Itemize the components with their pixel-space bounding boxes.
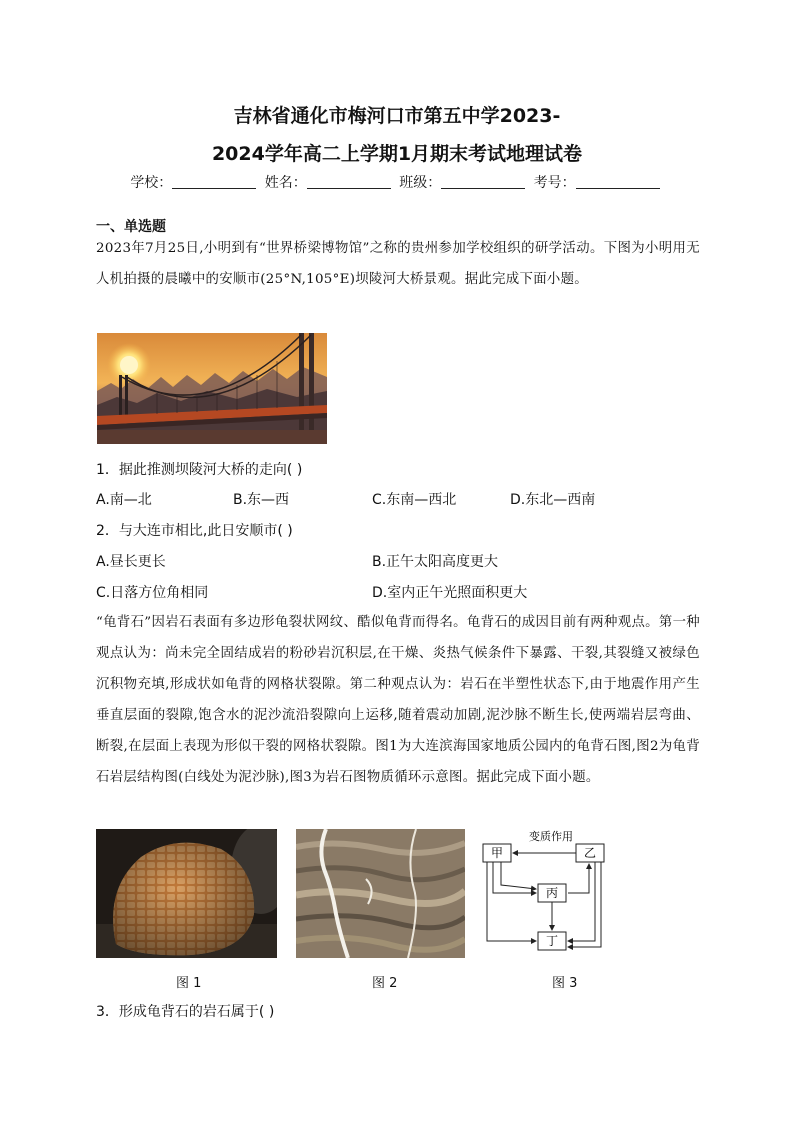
figure-3-caption: 图 3 [552,976,578,991]
q2-option-d[interactable]: D.室内正午光照面积更大 [372,585,528,601]
arrow-label-metamorphism: 变质作用 [529,830,573,843]
node-jia: 甲 [490,846,504,860]
q2-option-c[interactable]: C.日落方位角相同 [96,585,209,601]
q1-option-b[interactable]: B.东—西 [233,492,290,508]
figure-2-rock-layer-photo [296,829,465,958]
figure-1-turtle-stone-photo [96,829,277,958]
school-label: 学校： [130,175,173,191]
class-label: 班级： [399,175,442,191]
node-ding: 丁 [545,934,559,948]
figure-2-caption: 图 2 [372,976,398,991]
exam-number-label: 考号： [533,175,576,191]
class-blank[interactable] [441,174,525,189]
bridge-photo [97,333,327,444]
figure-1-caption: 图 1 [176,976,202,991]
q1-option-c[interactable]: C.东南—西北 [372,492,457,508]
node-bing: 丙 [545,886,559,900]
q1-option-a[interactable]: A.南—北 [96,492,152,508]
q2-option-b[interactable]: B.正午太阳高度更大 [372,554,499,570]
title-line-2: 2024学年高二上学期1月期末考试地理试卷 [211,143,583,165]
q2-option-a[interactable]: A.昼长更长 [96,554,166,570]
question-1: 1．据此推测坝陵河大桥的走向( ) [96,462,303,478]
figure-3-rock-cycle-diagram [481,829,611,955]
section-title: 一、单选题 [96,219,166,235]
question-3: 3．形成龟背石的岩石属于( ) [96,1004,275,1020]
school-blank[interactable] [172,174,256,189]
exam-number-blank[interactable] [576,174,660,189]
name-blank[interactable] [307,174,391,189]
q1-option-d[interactable]: D.东北—西南 [510,492,596,508]
node-yi: 乙 [583,846,597,860]
question-2: 2．与大连市相比,此日安顺市( ) [96,523,293,539]
passage-1: 2023年7月25日,小明到有“世界桥梁博物馆”之称的贵州参加学校组织的研学活动。下图为小明用无人机拍摄的晨曦中的安顺市(25°N,105°E)坝陵河大桥景观。据此完成下面小题。 [96,241,700,287]
passage-2: “龟背石”因岩石表面有多边形龟裂状网纹、酷似龟背而得名。龟背石的成因目前有两种观点。第一种观点认为：尚未完全固结成岩的粉砂岩沉积层,在干燥、炎热气候条件下暴露、干裂,其裂缝又被绿色沉积物充填,形成状如龟背的网格状裂隙。第二种观点认为：岩石在半塑性状态下,由于地震作用产生垂直层面的裂隙,饱含水的泥沙流沿裂隙向上运移,随着震动加剧,泥沙脉不断生长,使两端岩层弯曲、断裂,在层面上表现为形似干裂的网格状裂隙。图1为大连滨海国家地质公园内的龟背石图,图2为龟背石岩层结构图(白线处为泥沙脉),图3为岩石图物质循环示意图。据此完成下面小题。 [96,615,700,785]
name-label: 姓名： [264,175,307,191]
student-info [0,172,794,192]
title-line-1: 吉林省通化市梅河口市第五中学2023- [233,105,561,127]
